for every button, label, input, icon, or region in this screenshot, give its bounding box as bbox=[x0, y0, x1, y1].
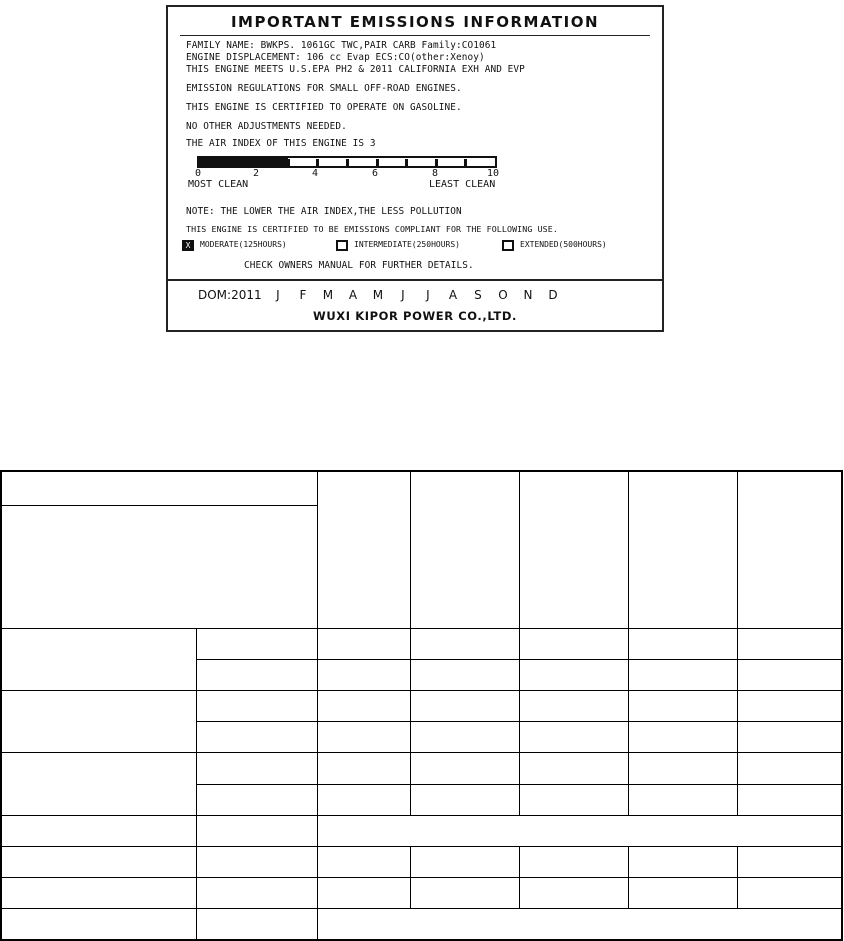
month-may: M bbox=[372, 288, 384, 302]
scale-tick bbox=[287, 159, 290, 166]
month-apr: A bbox=[348, 288, 358, 302]
row-rule bbox=[0, 877, 843, 878]
column-rule bbox=[737, 846, 738, 908]
month-mar: M bbox=[322, 288, 334, 302]
month-aug: A bbox=[448, 288, 458, 302]
column-rule bbox=[410, 846, 411, 908]
month-feb: F bbox=[299, 288, 307, 302]
scale-tick bbox=[405, 159, 408, 166]
date-of-manufacture bbox=[198, 288, 565, 302]
column-rule bbox=[628, 470, 629, 815]
moderate-label: MODERATE(125HOURS) bbox=[200, 240, 287, 249]
month-sep: S bbox=[474, 288, 482, 302]
scale-label-8: 8 bbox=[432, 168, 439, 179]
row-rule bbox=[0, 846, 843, 847]
column-rule bbox=[317, 470, 318, 941]
use-options bbox=[182, 240, 652, 254]
epa-line: THIS ENGINE MEETS U.S.EPA PH2 & 2011 CALIFORNIA EXH AND EVP bbox=[186, 64, 525, 75]
extended-checkbox bbox=[502, 240, 514, 251]
column-rule bbox=[628, 846, 629, 908]
title-divider bbox=[180, 35, 650, 36]
intermediate-checkbox bbox=[336, 240, 348, 251]
scale-tick bbox=[316, 159, 319, 166]
least-clean-label: LEAST CLEAN bbox=[429, 179, 496, 190]
regulations-line: EMISSION REGULATIONS FOR SMALL OFF-ROAD ENGINES. bbox=[186, 83, 462, 94]
month-jan: J bbox=[276, 288, 280, 302]
scale-tick bbox=[464, 159, 467, 166]
month-oct: O bbox=[498, 288, 508, 302]
row-rule bbox=[0, 752, 843, 753]
header-split-rule bbox=[0, 505, 317, 506]
scale-label-6: 6 bbox=[372, 168, 379, 179]
row-rule bbox=[0, 690, 843, 691]
scale-tick bbox=[435, 159, 438, 166]
emissions-label bbox=[166, 5, 664, 332]
moderate-checkbox: X bbox=[182, 240, 194, 251]
scale-tick bbox=[376, 159, 379, 166]
scale-label-2: 2 bbox=[253, 168, 260, 179]
scale-tick bbox=[346, 159, 349, 166]
dom-prefix: DOM:2011 bbox=[198, 288, 262, 302]
row-rule bbox=[0, 628, 843, 629]
column-rule bbox=[519, 846, 520, 908]
month-nov: N bbox=[523, 288, 533, 302]
label-upper-panel bbox=[168, 7, 662, 281]
air-index-fill bbox=[199, 158, 288, 166]
row-rule bbox=[0, 908, 843, 909]
scale-label-10: 10 bbox=[487, 168, 500, 179]
row-rule bbox=[0, 815, 843, 816]
adjustments-line: NO OTHER ADJUSTMENTS NEEDED. bbox=[186, 121, 347, 132]
displacement-line: ENGINE DISPLACEMENT: 106 cc Evap ECS:CO(other:Xenoy) bbox=[186, 52, 485, 63]
intermediate-label: INTERMEDIATE(250HOURS) bbox=[354, 240, 460, 249]
column-rule bbox=[410, 470, 411, 815]
manufacturer-name: WUXI KIPOR POWER CO.,LTD. bbox=[313, 309, 517, 323]
certified-use-line: THIS ENGINE IS CERTIFIED TO BE EMISSIONS COMPLIANT FOR THE FOLLOWING USE. bbox=[186, 224, 558, 234]
month-jun: J bbox=[401, 288, 405, 302]
air-index-scale bbox=[197, 156, 497, 168]
column-rule bbox=[519, 470, 520, 815]
extended-label: EXTENDED(500HOURS) bbox=[520, 240, 607, 249]
scale-tick bbox=[257, 159, 260, 166]
scale-label-0: 0 bbox=[195, 168, 202, 179]
scale-label-4: 4 bbox=[312, 168, 319, 179]
table-border bbox=[0, 470, 843, 941]
data-table-grid bbox=[0, 470, 843, 941]
label-title: IMPORTANT EMISSIONS INFORMATION bbox=[230, 13, 600, 31]
gasoline-line: THIS ENGINE IS CERTIFIED TO OPERATE ON GASOLINE. bbox=[186, 102, 462, 113]
air-index-line: THE AIR INDEX OF THIS ENGINE IS 3 bbox=[186, 138, 376, 149]
column-rule bbox=[737, 470, 738, 815]
column-rule bbox=[196, 628, 197, 941]
note-line: NOTE: THE LOWER THE AIR INDEX,THE LESS POLLUTION bbox=[186, 206, 462, 217]
month-dec: D bbox=[548, 288, 558, 302]
month-jul: J bbox=[426, 288, 430, 302]
most-clean-label: MOST CLEAN bbox=[188, 179, 249, 190]
family-name-line: FAMILY NAME: BWKPS. 1061GC TWC,PAIR CARB Family:CO1061 bbox=[186, 40, 497, 51]
check-manual-line: CHECK OWNERS MANUAL FOR FURTHER DETAILS. bbox=[244, 260, 474, 271]
scale-tick bbox=[228, 159, 231, 166]
